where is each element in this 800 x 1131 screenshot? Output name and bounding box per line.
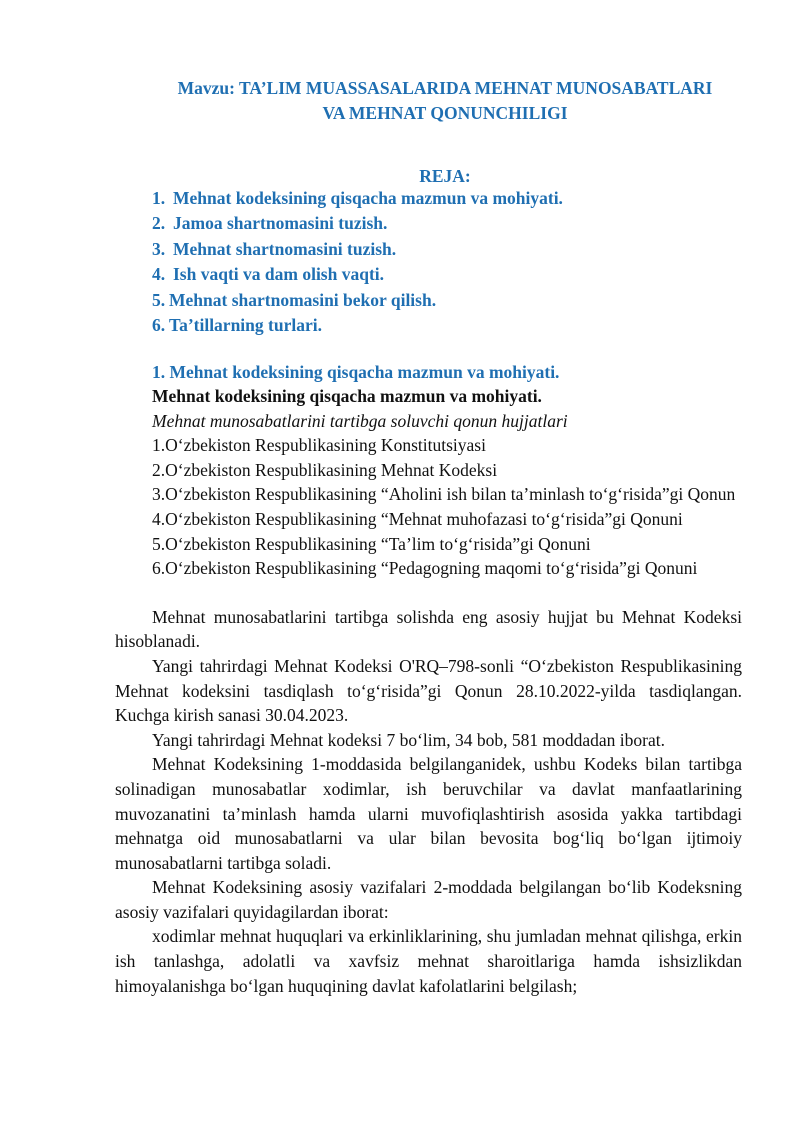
paragraph: Yangi tahrirdagi Mehnat Kodeksi O'RQ–798-sonli “O‘zbekiston Respublikasining Mehnat kodeksini tasdiqlash to‘g‘risida”gi Qonun 28.10.2022-yilda tasdiqlangan. Kuchga kirish sanasi 30.04.2023. xyxy=(115,655,742,726)
plan-item-number: 6. xyxy=(152,314,166,335)
law-item: 4.O‘zbekiston Respublikasining “Mehnat muhofazasi to‘g‘risida”gi Qonuni xyxy=(152,508,683,529)
law-item: 6.O‘zbekiston Respublikasining “Pedagogning maqomi to‘g‘risida”gi Qonuni xyxy=(152,558,698,579)
plan-item-text: Jamoa shartnomasini tuzish. xyxy=(173,213,388,234)
laws-caption: Mehnat munosabatlarini tartibga soluvchi qonun hujjatlari xyxy=(152,410,568,431)
paragraph: Mehnat Kodeksining 1-moddasida belgilanganidek, ushbu Kodeks bilan tartibga solinadigan munosabatlar xodimlar, ish beruvchilar va davlat manfaatlarining muvozanatini ta’minlash hamda ularni muvofiqlashtirish asosida yakka tartibdagi mehnatga oid munosabatlarni va ular bilan bevosita bog‘liq bo‘lgan ijtimoiy munosabatlarni tartibga soladi. xyxy=(115,754,742,873)
plan-list xyxy=(152,186,563,338)
title-line-1: Mavzu: TA’LIM MUASSASALARIDA MEHNAT MUNOSABATLARI xyxy=(177,78,713,98)
plan-item-text: Mehnat shartnomasini bekor qilish. xyxy=(169,289,437,310)
plan-item-number: 5. xyxy=(152,289,166,310)
plan-item-number: 1. xyxy=(152,188,166,208)
plan-item-number: 3. xyxy=(152,238,166,259)
plan-heading: REJA: xyxy=(419,166,471,186)
plan-item xyxy=(152,237,563,262)
plan-item-text: Ta’tillarning turlari. xyxy=(169,314,322,335)
law-item: 3.O‘zbekiston Respublikasining “Aholini ish bilan ta’minlash to‘g‘risida”gi Qonun xyxy=(152,484,736,505)
plan-item-number: 4. xyxy=(152,264,166,285)
title-line-2: VA MEHNAT QONUNCHILIGI xyxy=(322,103,568,123)
paragraph: Mehnat munosabatlarini tartibga solishda eng asosiy hujjat bu Mehnat Kodeksi hisoblanadi. xyxy=(115,606,742,652)
plan-item xyxy=(152,288,563,313)
plan-item-number: 2. xyxy=(152,213,166,234)
plan-item-text: Mehnat kodeksining qisqacha mazmun va mohiyati. xyxy=(173,188,563,208)
section-subheading: Mehnat kodeksining qisqacha mazmun va mohiyati. xyxy=(152,386,542,406)
plan-item-text: Mehnat shartnomasini tuzish. xyxy=(173,238,397,259)
plan-item-text: Ish vaqti va dam olish vaqti. xyxy=(173,264,385,285)
plan-item xyxy=(152,262,563,287)
document-title xyxy=(115,76,775,126)
paragraph: xodimlar mehnat huquqlari va erkinliklarining, shu jumladan mehnat qilishga, erkin ish tanlashga, adolatli va xavfsiz mehnat sharoitlariga hamda ishsizlikdan himoyalanishga bo‘lgan huquqining davlat kafolatlarini belgilash; xyxy=(115,926,742,996)
plan-item xyxy=(152,211,563,236)
plan-item xyxy=(152,313,563,338)
paragraph: Yangi tahrirdagi Mehnat kodeksi 7 bo‘lim, 34 bob, 581 moddadan iborat. xyxy=(152,729,665,750)
law-item: 1.O‘zbekiston Respublikasining Konstitutsiyasi xyxy=(152,435,486,456)
law-item: 5.O‘zbekiston Respublikasining “Ta’lim to‘g‘risida”gi Qonuni xyxy=(152,533,591,554)
body-text xyxy=(115,384,742,998)
section-heading: 1. Mehnat kodeksining qisqacha mazmun va mohiyati. xyxy=(152,362,560,382)
paragraph: Mehnat Kodeksining asosiy vazifalari 2-moddada belgilangan bo‘lib Kodeksning asosiy vazifalari quyidagilardan iborat: xyxy=(115,877,742,922)
plan-item xyxy=(152,186,563,211)
law-item: 2.O‘zbekiston Respublikasining Mehnat Kodeksi xyxy=(152,459,498,480)
